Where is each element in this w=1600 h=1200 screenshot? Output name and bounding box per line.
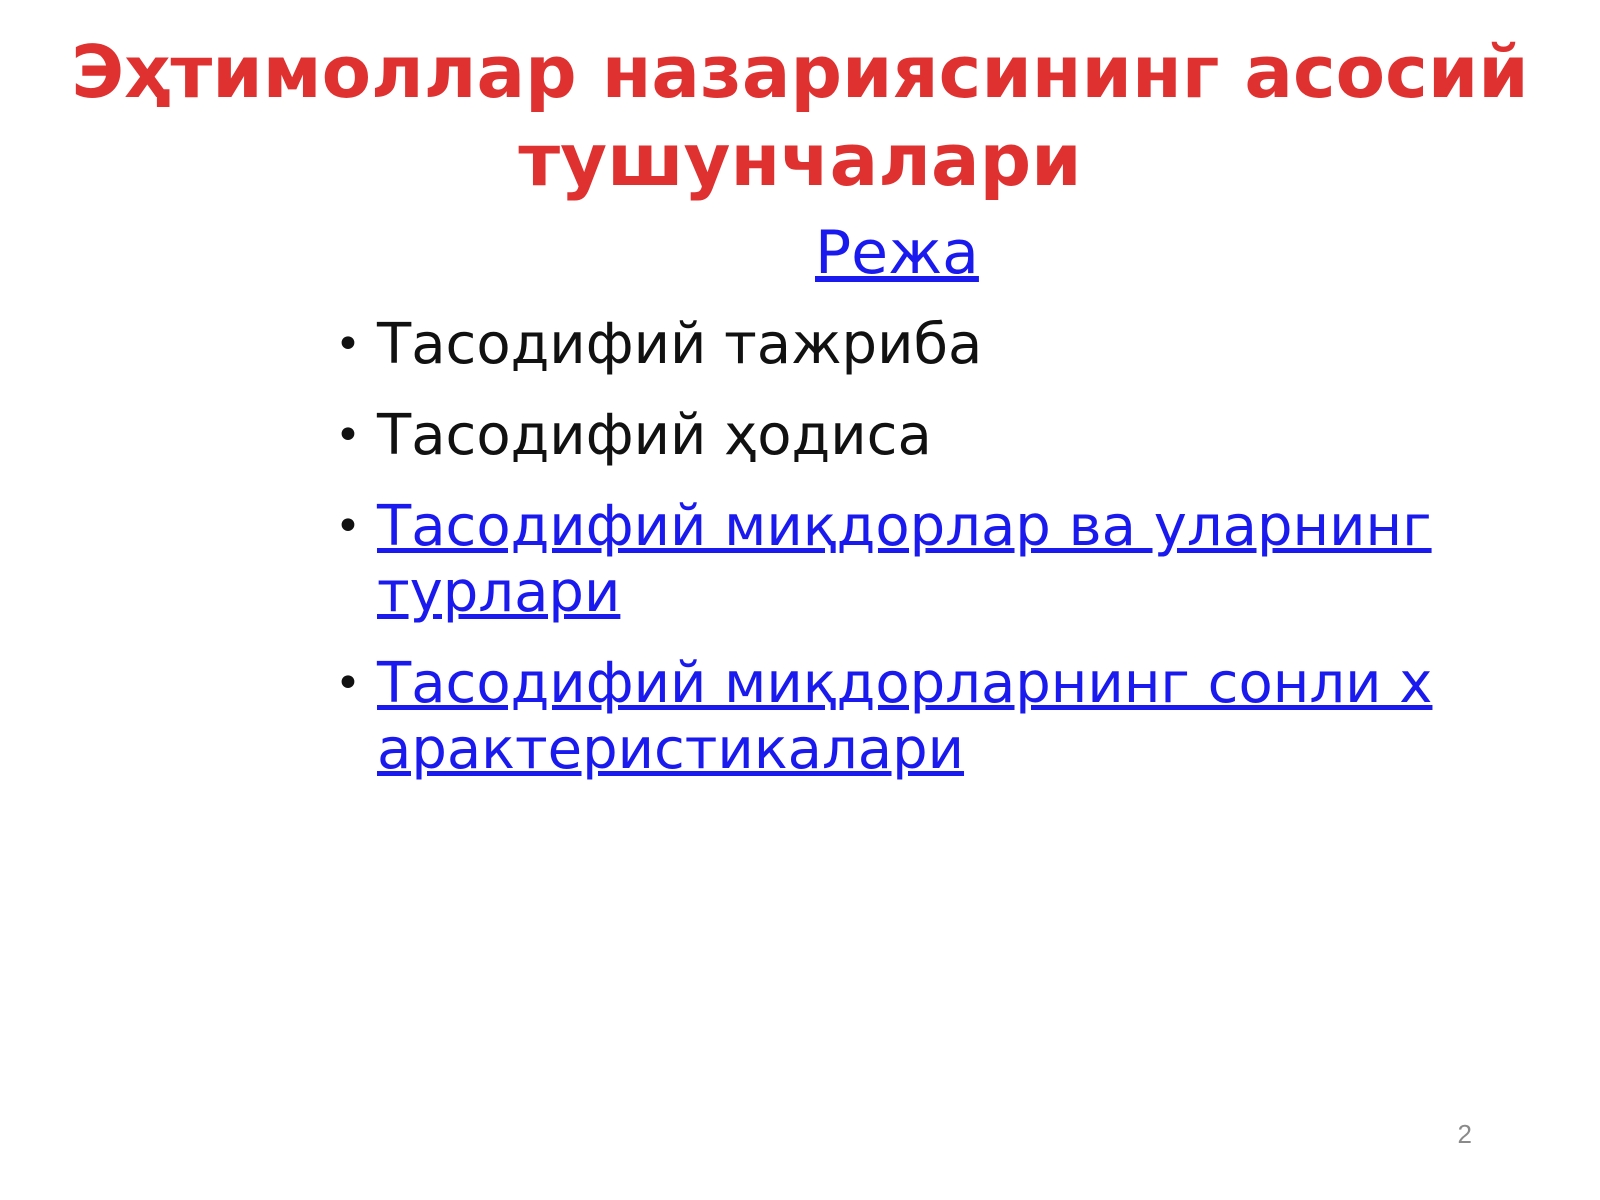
slide-title bbox=[0, 28, 1600, 204]
plan-item bbox=[335, 651, 1455, 783]
plan-item-link-random-variables[interactable]: Тасодифий миқдорлар ва уларнинг турлари bbox=[377, 494, 1432, 625]
slide-title-line-2: тушунчалари bbox=[518, 118, 1082, 202]
plan-item bbox=[335, 403, 1455, 469]
plan-item-text-random-event: Тасодифий ҳодиса bbox=[377, 403, 932, 468]
bullet-icon: • bbox=[335, 658, 361, 709]
slide-title-line-1: Эҳтимоллар назариясининг асосий bbox=[71, 30, 1529, 114]
plan-item-text-random-experiment: Тасодифий тажриба bbox=[377, 312, 983, 377]
plan-heading-link[interactable]: Режа bbox=[815, 218, 979, 288]
bullet-icon: • bbox=[335, 319, 361, 370]
bullet-icon: • bbox=[335, 501, 361, 552]
plan-item bbox=[335, 312, 1455, 378]
bullet-icon: • bbox=[335, 410, 361, 461]
plan-item-link-numerical-characteristics[interactable]: Тасодифий миқдорларнинг сонли характеристикалари bbox=[377, 651, 1433, 782]
page-number: 2 bbox=[1457, 1119, 1472, 1149]
plan-item bbox=[335, 494, 1455, 626]
plan-list bbox=[335, 312, 1455, 808]
